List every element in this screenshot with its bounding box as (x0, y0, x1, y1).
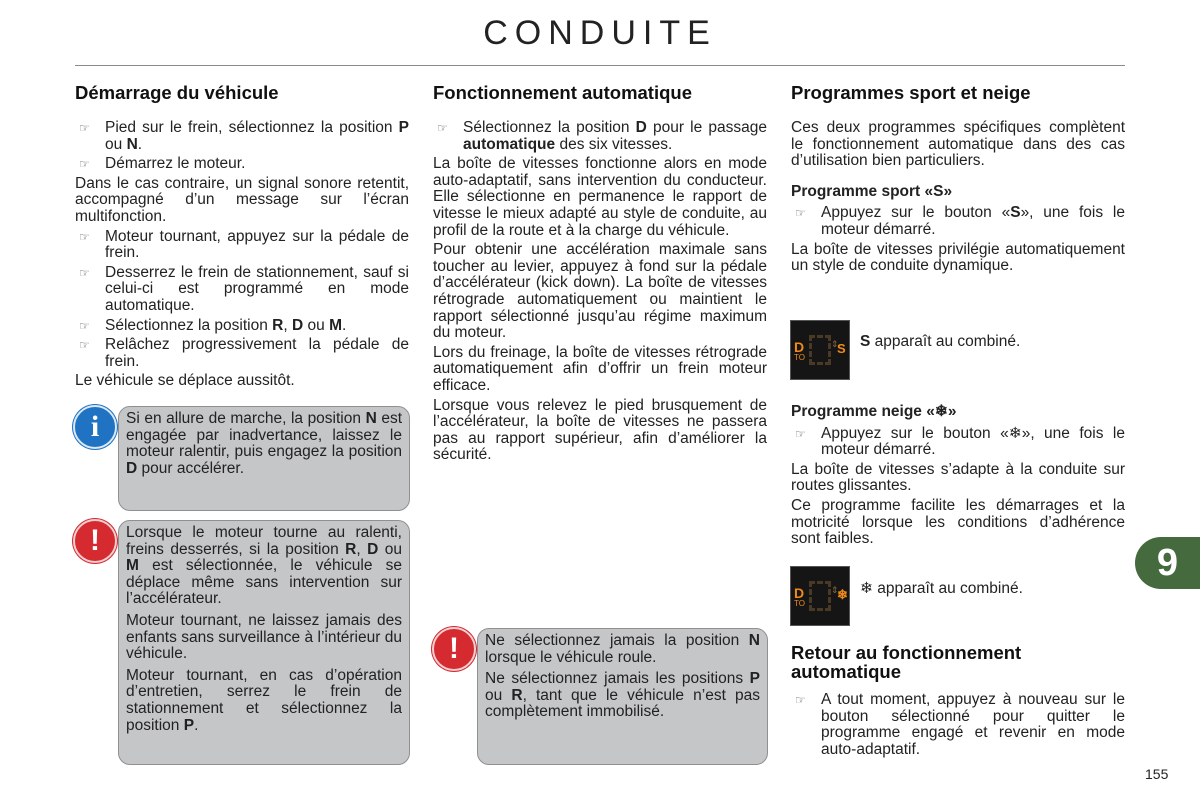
warning-icon: ! (432, 627, 476, 671)
paragraph: Lorsque vous relevez le pied brusquement de l’accélérateur, la boîte de vitesses ne passera pas au rapport supérieur, afin d’améliorer la sécurité. (433, 396, 767, 464)
section-heading: Retour au fonctionnement automatique (791, 642, 1022, 682)
pointing-hand-icon: ☞ (79, 265, 90, 280)
pointing-hand-icon: ☞ (79, 121, 90, 135)
snow-section (791, 404, 1125, 551)
column-programmes (791, 82, 1125, 278)
warning-text: Moteur tournant, en cas d’opération d’entretien, serrez le frein de stationnement et sélectionnez la position P. (126, 666, 402, 734)
pointing-hand-icon: ☞ (795, 693, 806, 707)
paragraph: Ces deux programmes spécifiques complètent le fonctionnement automatique dans des cas d’utilisation bien particuliers. (791, 119, 1125, 170)
pointing-hand-icon: ☞ (79, 157, 90, 172)
section-heading: Fonctionnement automatique (433, 82, 692, 103)
paragraph: Pour obtenir une accélération maximale sans toucher au levier, appuyez à fond sur la pédale d’accélérateur (kick down). La boîte de vitesses rétrograde automatiquement ou maintient le rapport sélectionné jusqu’au régime maximum du moteur. (433, 241, 767, 342)
warning-text: Ne sélectionnez jamais les positions P ou R, tant que le véhicule n’est pas complètement immobilisé. (485, 670, 760, 721)
pointing-hand-icon: ☞ (795, 206, 806, 221)
pointing-hand-icon: ☞ (795, 426, 806, 441)
list-item: ☞ Appuyez sur le bouton «❄», une fois le moteur démarré. (795, 424, 1125, 459)
column-fonctionnement (433, 82, 767, 467)
warning-text: Ne sélectionnez jamais la position N lorsque le véhicule roule. (485, 632, 760, 666)
list-item: ☞ Appuyez sur le bouton «S», une fois le moteur démarré. (795, 204, 1125, 238)
list-item: ☞ Desserrez le frein de stationnement, sauf si celui-ci est programmé en mode automatique. (79, 263, 409, 314)
subheading-neige: Programme neige «❄» (791, 403, 957, 420)
paragraph: La boîte de vitesses s’adapte à la conduite sur routes glissantes. (791, 460, 1125, 495)
header-rule (75, 65, 1125, 66)
pointing-hand-icon: ☞ (437, 121, 448, 135)
list-item: ☞ Pied sur le frein, sélectionnez la position P ou N. (79, 119, 409, 153)
snow-display-icon: D TO ⇕ ❄ (790, 566, 850, 626)
sport-display-icon: D TO ⇕ S (790, 320, 850, 380)
subheading-sport: Programme sport «S» (791, 182, 953, 200)
page-number: 155 (1145, 766, 1169, 782)
pointing-hand-icon: ☞ (79, 338, 90, 353)
pointing-hand-icon: ☞ (79, 318, 90, 333)
section-heading: Démarrage du véhicule (75, 82, 279, 103)
chapter-tab: 9 (1135, 537, 1200, 589)
info-box (118, 406, 410, 511)
warning-text: Moteur tournant, ne laissez jamais des enfants sans surveillance à l’intérieur du véhicule. (126, 611, 402, 663)
list-item: ☞ Sélectionnez la position R, D ou M. (79, 316, 347, 334)
snow-caption: ❄ apparaît au combiné. (860, 580, 1023, 597)
paragraph: La boîte de vitesses privilégie automatiquement un style de conduite dynamique. (791, 240, 1125, 275)
paragraph: Dans le cas contraire, un signal sonore retentit, accompagné d’un message sur l’écran multifonction. (75, 174, 409, 225)
paragraph: Lors du freinage, la boîte de vitesses rétrograde automatiquement afin d’offrir un frein moteur efficace. (433, 343, 767, 394)
sport-caption: S apparaît au combiné. (860, 333, 1021, 350)
paragraph: Le véhicule se déplace aussitôt. (75, 372, 295, 390)
column-demarrage (75, 82, 409, 393)
list-item: ☞ Relâchez progressivement la pédale de frein. (79, 336, 409, 370)
page-title: CONDUITE (483, 14, 717, 52)
retour-section (791, 643, 1125, 761)
list-item: ☞ Démarrez le moteur. (79, 155, 246, 173)
section-heading: Programmes sport et neige (791, 82, 1031, 103)
warning-text: Lorsque le moteur tourne au ralenti, freins desserrés, si la position R, D ou M est sélectionnée, le véhicule se déplace même sans intervention sur l’accélérateur. (126, 524, 402, 608)
list-item: ☞ A tout moment, appuyez à nouveau sur le bouton sélectionné pour quitter le programme engagé et revenir en mode auto-adaptatif. (795, 691, 1125, 758)
paragraph: La boîte de vitesses fonctionne alors en mode auto-adaptatif, sans intervention du conducteur. Elle sélectionne en permanence le rapport de vitesse le mieux adapté au style de conduite, au profil de la route et à la charge du véhicule. (433, 155, 767, 239)
list-item: ☞ Moteur tournant, appuyez sur la pédale de frein. (79, 227, 409, 262)
warning-icon: ! (73, 519, 117, 563)
paragraph: Ce programme facilite les démarrages et la motricité lorsque les conditions d’adhérence sont faibles. (791, 496, 1125, 548)
pointing-hand-icon: ☞ (79, 229, 90, 244)
warning-box (118, 520, 410, 765)
list-item: ☞ Sélectionnez la position D pour le passage automatique des six vitesses. (437, 119, 767, 153)
warning-box (477, 628, 768, 765)
info-icon: i (73, 405, 117, 449)
info-text: Si en allure de marche, la position N est engagée par inadvertance, laissez le moteur ralentir, puis engagez la position D pour accélérer. (126, 410, 402, 477)
